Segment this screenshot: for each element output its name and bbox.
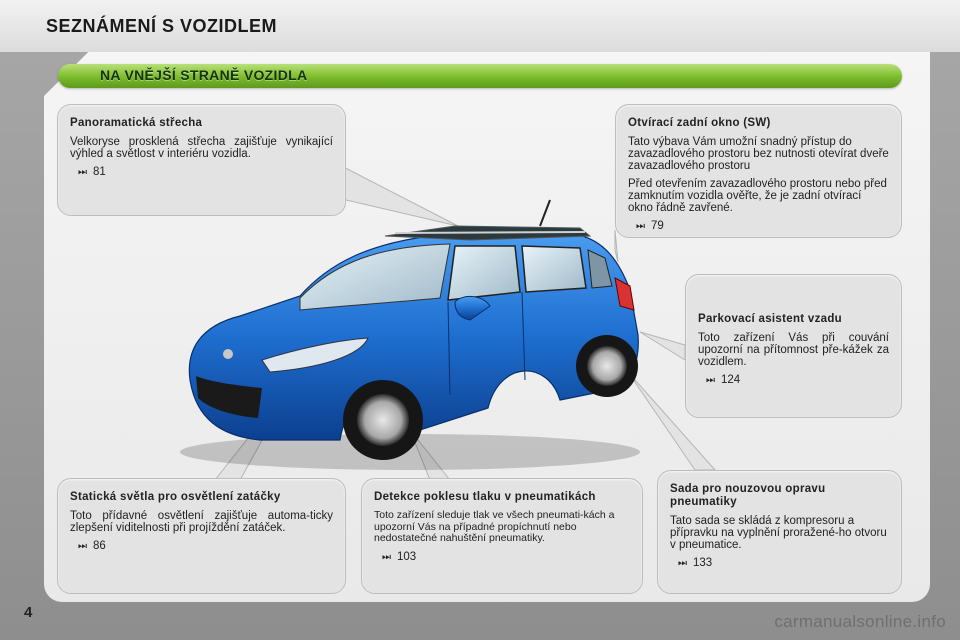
callout-title: Statická světla pro osvětlení zatáčky: [70, 491, 281, 503]
fast-forward-arrow-icon: ⏭: [706, 375, 715, 386]
page-number: 4: [24, 604, 33, 621]
page-reference[interactable]: [382, 551, 630, 563]
callout-text: Toto zařízení Vás při couvání upozorní na přítomnost pře-kážek za vozidlem.: [698, 332, 889, 368]
callout-text: Toto přídavné osvětlení zajišťuje automa-ticky zlepšení viditelnosti při projíždění zatáček.: [70, 510, 333, 534]
page-reference-number: 103: [397, 550, 417, 563]
watermark: carmanualsonline.info: [774, 612, 946, 631]
callout-tyre-pressure: [361, 478, 643, 594]
callout-title: Parkovací asistent vzadu: [698, 313, 842, 325]
pointer-rear-window: [615, 230, 618, 262]
callout-text: Tato výbava Vám umožní snadný přístup do zavazadlového prostoru bez nutnosti otevírat dveře zavazadlového prostoru: [628, 136, 889, 172]
fast-forward-arrow-icon: ⏭: [678, 558, 687, 569]
callout-title: Sada pro nouzovou opravu pneumatiky: [670, 483, 826, 508]
fast-forward-arrow-icon: ⏭: [78, 541, 87, 552]
fast-forward-arrow-icon: ⏭: [78, 167, 87, 178]
callout-title: Panoramatická střecha: [70, 117, 203, 129]
callout-parking-assist: [685, 274, 902, 418]
page-title: SEZNÁMENÍ S VOZIDLEM: [46, 16, 278, 36]
rear-side-window: [522, 246, 586, 292]
front-side-window: [448, 246, 520, 300]
callout-text: Velkoryse prosklená střecha zajišťuje vynikající výhled a světlost v interiéru vozidla.: [70, 136, 333, 160]
front-wheel-rim: [357, 394, 409, 446]
page-reference-number: 81: [93, 166, 106, 178]
fast-forward-arrow-icon: ⏭: [636, 221, 645, 232]
callout-repair-kit: [657, 470, 902, 594]
callout-panoramic-roof: [57, 104, 346, 216]
rear-wheel-rim: [587, 346, 627, 386]
pointer-parking: [640, 332, 685, 360]
page-reference-number: 133: [693, 557, 713, 569]
callout-text-2: Před otevřením zavazadlového prostoru nebo před zamknutím vozidla ověřte, že je zadní otvírací okno řádně zavřené.: [628, 178, 887, 214]
page-reference[interactable]: [78, 540, 333, 552]
page-reference-number: 124: [721, 374, 741, 386]
page-reference[interactable]: [678, 557, 889, 569]
page-reference-number: 79: [651, 220, 664, 232]
callout-rear-window: [615, 104, 902, 238]
callout-title: Otvírací zadní okno (SW): [628, 117, 771, 129]
section-title: NA VNĚJŠÍ STRANĚ VOZIDLA: [100, 67, 308, 83]
callout-title: Detekce poklesu tlaku v pneumatikách: [374, 491, 596, 503]
pointer-roof: [330, 160, 458, 226]
antenna: [540, 200, 550, 226]
page-reference[interactable]: [706, 374, 889, 386]
brand-logo: [223, 349, 233, 359]
callout-cornering-lights: [57, 478, 346, 594]
fast-forward-arrow-icon: ⏭: [382, 551, 391, 563]
callout-text: Tato sada se skládá z kompresoru a přípravku na vyplnění proražené-ho otvoru v pneumatice.: [670, 515, 887, 551]
page-reference-number: 86: [93, 540, 106, 552]
page-reference[interactable]: [78, 166, 333, 178]
callout-text: Toto zařízení sleduje tlak ve všech pneumati-kách a upozorní Vás na případné propíchnutí nebo nedostatečné nahuštění pneumatiky.: [374, 509, 615, 544]
page-reference[interactable]: [636, 220, 889, 232]
